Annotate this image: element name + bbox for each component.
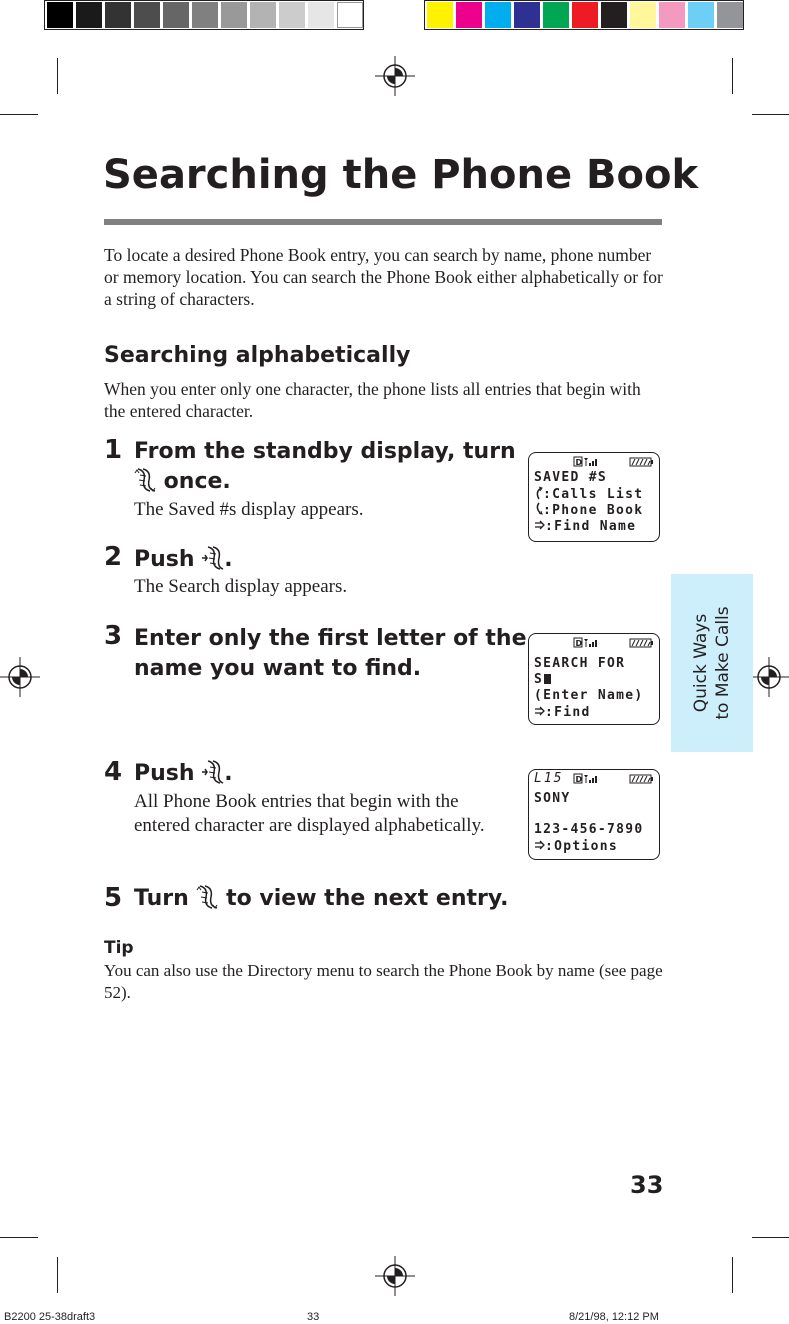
color-swatch: [456, 2, 482, 28]
lcd-line: S: [534, 672, 544, 687]
lcd-line: SEARCH FOR: [534, 656, 626, 671]
jog-dial-icon: [134, 467, 156, 493]
color-swatch: [543, 2, 569, 28]
step-heading-text: name you want to find.: [134, 656, 422, 681]
lcd-line: :Find Name: [545, 519, 637, 534]
lcd-line-row: [534, 518, 636, 534]
step-heading-text: Push: [134, 547, 195, 572]
footer-file: B2200 25-38draft3: [4, 1311, 96, 1323]
title-rule: [104, 219, 662, 225]
step-description: The Saved #s display appears.: [134, 499, 364, 520]
signal-icon: [573, 455, 603, 469]
chapter-tab-label: [690, 606, 734, 719]
crop-mark: [57, 58, 58, 94]
section-description: When you enter only one character, the phone lists all entries that begin with the entered character.: [104, 379, 641, 421]
jog-dial-push-icon: [202, 759, 224, 785]
step-heading: [134, 545, 233, 575]
step-heading-text: to view the next entry.: [226, 886, 509, 911]
tip-label: Tip: [104, 938, 134, 958]
step-number: 5: [104, 883, 123, 913]
battery-icon: [629, 455, 655, 469]
color-swatch: [572, 2, 598, 28]
memory-location: L15: [534, 771, 564, 786]
tip-text: You can also use the Directory menu to search the Phone Book by name (see page 52).: [104, 961, 663, 1002]
svg-text:D: D: [575, 775, 584, 784]
crop-mark: [752, 1237, 789, 1238]
lcd-line-row: [534, 838, 618, 854]
color-swatch: [485, 2, 511, 28]
svg-text:D: D: [575, 639, 584, 648]
step-heading-text: Push: [134, 761, 195, 786]
step-description: All Phone Book entries that begin with the entered character are displayed alphabetically.: [134, 791, 485, 836]
step-number: 1: [104, 435, 123, 465]
color-swatch: [630, 2, 656, 28]
page-title: Searching the Phone Book: [103, 152, 699, 198]
gray-swatch: [250, 2, 276, 28]
color-swatch: [514, 2, 540, 28]
gray-swatch: [47, 2, 73, 28]
gray-swatch: [105, 2, 131, 28]
intro-paragraph: To locate a desired Phone Book entry, you can search by name, phone number or memory location. You can search the Phone Book either alphabetically or for a string of characters.: [104, 245, 663, 309]
gray-swatch: [134, 2, 160, 28]
step-number: 4: [104, 757, 123, 787]
gray-swatch: [279, 2, 305, 28]
footer-page: 33: [307, 1311, 320, 1323]
chapter-tab-line: Quick Ways: [691, 613, 711, 713]
lcd-line-row: [534, 486, 643, 502]
svg-text:D: D: [575, 458, 584, 467]
lcd-line: :Calls List: [543, 487, 644, 502]
footer-date: 8/21/98, 12:12 PM: [569, 1311, 659, 1323]
jog-down-icon: [534, 502, 543, 516]
signal-icon: [573, 636, 603, 650]
gray-swatch: [308, 2, 334, 28]
gray-swatch: [163, 2, 189, 28]
lcd-line-row: [534, 502, 643, 518]
jog-dial-push-icon: [202, 545, 224, 571]
step-heading: [134, 759, 233, 789]
step-heading-text: Enter only the first letter of the: [134, 626, 527, 651]
color-swatch: [659, 2, 685, 28]
step-heading-text: .: [224, 547, 233, 572]
step-heading-text: .: [224, 761, 233, 786]
step-description: The Search display appears.: [134, 576, 348, 597]
step-heading-text: From the standby display, turn: [134, 439, 516, 464]
registration-mark-icon: [749, 657, 789, 697]
signal-icon: [573, 772, 603, 786]
step-number: 3: [104, 621, 123, 651]
color-swatch: [427, 2, 453, 28]
jog-push-icon: [534, 518, 545, 532]
color-swatch: [717, 2, 743, 28]
lcd-line-row: [534, 704, 591, 720]
crop-mark: [752, 114, 789, 115]
crop-mark: [57, 1257, 58, 1293]
section-heading: Searching alphabetically: [104, 343, 411, 368]
step-heading: [134, 437, 516, 497]
page-number: 33: [630, 1171, 664, 1199]
crop-mark: [0, 114, 38, 115]
crop-mark: [0, 1237, 38, 1238]
lcd-display-saved: [528, 452, 660, 542]
color-swatch: [688, 2, 714, 28]
gray-swatch: [192, 2, 218, 28]
registration-mark-icon: [375, 56, 415, 96]
battery-icon: [629, 772, 655, 786]
lcd-line: :Options: [545, 839, 619, 854]
step-number: 2: [104, 542, 123, 572]
jog-up-icon: [534, 486, 543, 500]
lcd-display-search: [528, 633, 660, 725]
chapter-tab-line: to Make Calls: [713, 606, 733, 720]
lcd-line: :Find: [545, 705, 591, 720]
step-heading: [134, 884, 509, 914]
jog-dial-icon: [196, 884, 218, 910]
crop-mark: [732, 58, 733, 94]
registration-mark-icon: [0, 657, 40, 697]
cursor-block: [544, 674, 551, 684]
step-heading-text: once.: [163, 469, 231, 494]
lcd-line: :Phone Book: [543, 503, 644, 518]
lcd-line: (Enter Name): [534, 688, 644, 703]
jog-push-icon: [534, 838, 545, 852]
crop-mark: [732, 1257, 733, 1293]
battery-icon: [629, 636, 655, 650]
lcd-line: SONY: [534, 791, 571, 806]
gray-swatch: [337, 2, 363, 28]
gray-swatch: [221, 2, 247, 28]
gray-swatch: [76, 2, 102, 28]
color-swatch: [601, 2, 627, 28]
lcd-line: 123-456-7890: [534, 822, 644, 837]
lcd-line: SAVED #S: [534, 470, 608, 485]
registration-mark-icon: [375, 1256, 415, 1296]
step-heading: [134, 624, 527, 684]
lcd-line-row: [534, 672, 551, 688]
lcd-display-entry: [528, 769, 660, 860]
jog-push-icon: [534, 704, 545, 718]
step-heading-text: Turn: [134, 886, 189, 911]
